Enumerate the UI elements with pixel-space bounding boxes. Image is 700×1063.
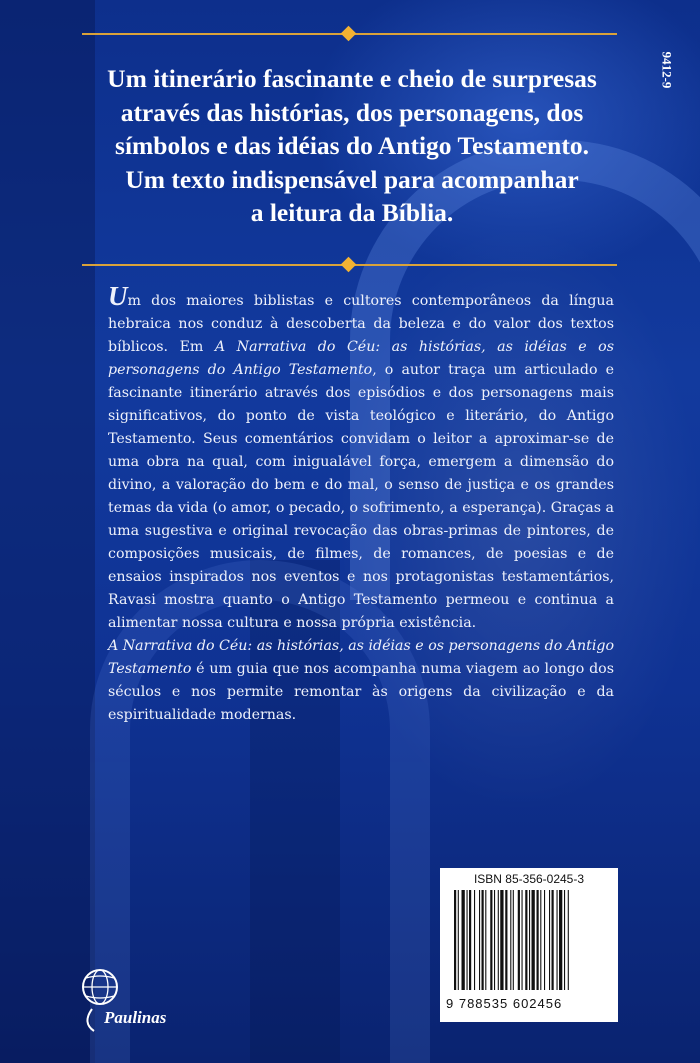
barcode-bar [518,890,520,990]
middle-diamond-ornament [341,257,357,273]
barcode-bar [458,890,459,990]
book-title-reference: A Narrativa do Céu: as histórias, as idéias e os personagens do Antigo Testamento [108,638,614,677]
headline-line: a leitura da Bíblia. [250,198,454,227]
headline-line: símbolos e das idéias do Antigo Testamento. [115,131,589,160]
barcode-bar [552,890,554,990]
drop-cap: U [108,281,128,311]
barcode-bar [532,890,535,990]
barcode-panel [440,868,618,1022]
barcode-digits: 9 788535 602456 [446,996,563,1011]
book-title-reference: A Narrativa do Céu: as histórias, as idéias e os personagens do Antigo Testamento [108,339,614,378]
description-paragraph-1: Um dos maiores biblistas e cultores contemporâneos da língua hebraica nos conduz à descoberta da beleza e do valor dos textos bíblicos. Em A Narrativa do Céu: as histórias, as idéias e os personagens do Antigo Testamento, o autor traça um articulado e fascinante itinerário através dos episódios e dos personagens mais significativos, do ponto de vista teológico e literário, do Antigo Testamento. Seus comentários convidam o leitor a aproximar-se de uma obra na qual, com inigualável força, emergem a dimensão do divino, a valoração do bem e do mal, o senso de justiça e os grandes temas da vida (o amor, o pecado, o sofrimento, a esperança). Graças a uma sugestiva e original revocação das obras-primas de pintores, de composições musicais, de filmes, de romances, de poesias e de ensaios inspirados nos eventos e nos protagonistas testamentários, Ravasi mostra quanto o Antigo Testamento permeou e continua a alimentar nossa cultura e nossa própria existência. [108,281,614,631]
barcode-bar [544,890,545,990]
barcode-bar [537,890,539,990]
barcode-bar [474,890,475,990]
side-code: 9412-9 [659,51,675,89]
barcode-bar [467,890,468,990]
barcode-bar [549,890,550,990]
headline-line: Um itinerário fascinante e cheio de surpresas [107,64,597,93]
barcode-bar [540,890,541,990]
barcode-bar [498,890,499,990]
publisher-name: Paulinas [104,1008,167,1027]
description-text [108,281,614,727]
barcode-bar [482,890,484,990]
headline [92,62,612,230]
headline-line: através das histórias, dos personagens, dos [120,97,584,127]
barcode-bars [454,890,610,1000]
headline-line: Um texto indispensável para acompanhar [125,164,579,194]
barcode-bar [490,890,492,990]
barcode-bar [525,890,527,990]
barcode-bar [559,890,562,990]
barcode-bar [500,890,503,990]
barcode-bar [469,890,471,990]
barcode-bar [454,890,456,990]
barcode-bar [462,890,465,990]
barcode-bar [522,890,523,990]
barcode-bar [564,890,565,990]
barcode-bar [513,890,514,990]
isbn-label: ISBN 85-356-0245-3 [473,872,585,886]
barcode-bar [568,890,569,990]
barcode-bar [479,890,480,990]
shadow-column-left [0,0,95,1063]
barcode-bar [510,890,511,990]
top-diamond-ornament [341,26,357,42]
description-paragraph-2: A Narrativa do Céu: as histórias, as idéias e os personagens do Antigo Testamento é um guia que nos acompanha numa viagem ao longo dos séculos e nos permite remontar às origens da civilização e da espiritualidade modernas. [108,638,614,723]
barcode-bar [529,890,530,990]
barcode-bar [485,890,486,990]
barcode-bar [494,890,495,990]
barcode-bar [557,890,558,990]
barcode-bar [505,890,507,990]
